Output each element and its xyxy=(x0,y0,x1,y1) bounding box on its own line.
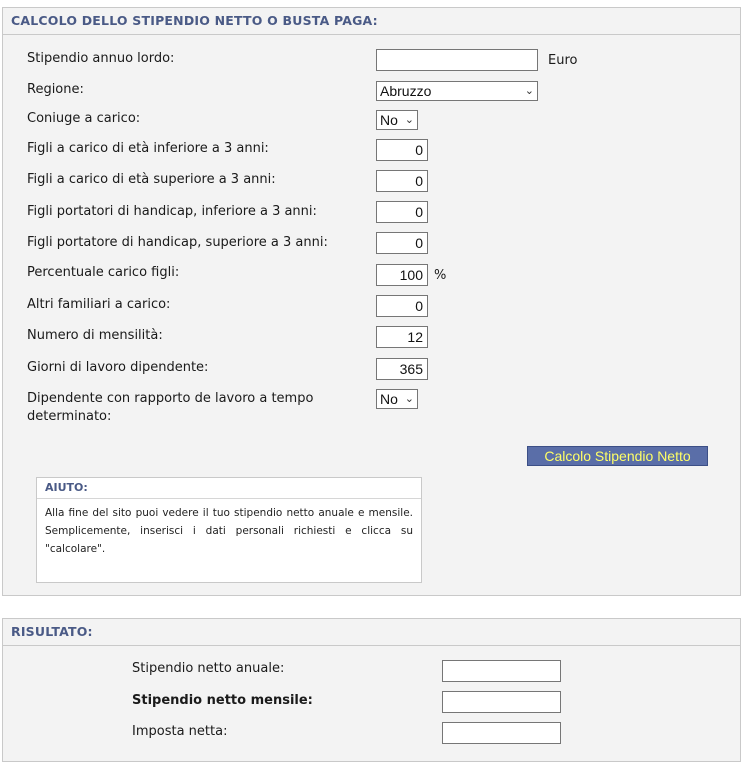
chevron-down-icon: ⌄ xyxy=(404,393,414,405)
help-box xyxy=(36,477,422,583)
handicap-under3-input[interactable]: 0 xyxy=(376,201,428,223)
calculate-net-salary-button[interactable]: Calcolo Stipendio Netto xyxy=(527,446,708,466)
children-over3-label: Figli a carico di età superiore a 3 anni: xyxy=(27,172,276,187)
children-under3-input[interactable]: 0 xyxy=(376,139,428,161)
handicap-over3-input[interactable]: 0 xyxy=(376,232,428,254)
net-tax-output[interactable] xyxy=(442,722,561,744)
help-text: Alla fine del sito puoi vedere il tuo stipendio netto anuale e mensile. Semplicemente, inserisci i dati personali richiesti e clicca su "calcolare". xyxy=(45,507,413,555)
fixed-term-label-line2: determinato: xyxy=(27,409,112,424)
other-family-input[interactable]: 0 xyxy=(376,295,428,317)
monthly-net-label: Stipendio netto mensile: xyxy=(132,693,313,708)
help-title: AIUTO: xyxy=(37,478,421,499)
work-days-input[interactable]: 365 xyxy=(376,358,428,380)
children-under3-label: Figli a carico di età inferiore a 3 anni: xyxy=(27,141,269,156)
fixed-term-label xyxy=(27,390,313,426)
children-percentage-input[interactable]: 100 xyxy=(376,264,428,286)
children-percentage-label: Percentuale carico figli: xyxy=(27,265,180,280)
chevron-down-icon: ⌄ xyxy=(524,85,534,97)
currency-unit-label: Euro xyxy=(548,53,578,68)
region-selected-value: Abruzzo xyxy=(380,83,432,99)
monthly-net-output[interactable] xyxy=(442,691,561,713)
percent-unit-label: % xyxy=(434,268,447,283)
chevron-down-icon: ⌄ xyxy=(404,114,414,126)
fixed-term-select[interactable] xyxy=(376,389,418,409)
annual-net-output[interactable] xyxy=(442,660,561,682)
annual-gross-input[interactable] xyxy=(376,49,538,71)
net-tax-label: Imposta netta: xyxy=(132,724,228,739)
work-days-label: Giorni di lavoro dipendente: xyxy=(27,360,209,375)
fixed-term-label-line1: Dipendente con rapporto de lavoro a tempo xyxy=(27,391,314,406)
result-title: RISULTATO: xyxy=(3,619,740,646)
region-select[interactable] xyxy=(376,81,538,101)
months-label: Numero di mensilità: xyxy=(27,328,163,343)
region-label: Regione: xyxy=(27,82,84,97)
spouse-select[interactable] xyxy=(376,110,418,130)
calculator-title: CALCOLO DELLO STIPENDIO NETTO O BUSTA PAGA: xyxy=(3,8,740,35)
handicap-under3-label: Figli portatori di handicap, inferiore a 3 anni: xyxy=(27,204,317,219)
annual-gross-label: Stipendio annuo lordo: xyxy=(27,51,175,66)
fixed-term-selected-value: No xyxy=(380,391,398,407)
annual-net-label: Stipendio netto anuale: xyxy=(132,661,285,676)
months-input[interactable]: 12 xyxy=(376,326,428,348)
other-family-label: Altri familiari a carico: xyxy=(27,297,171,312)
handicap-over3-label: Figli portatore di handicap, superiore a 3 anni: xyxy=(27,235,328,250)
result-panel xyxy=(2,618,741,762)
children-over3-input[interactable]: 0 xyxy=(376,170,428,192)
spouse-selected-value: No xyxy=(380,112,398,128)
spouse-label: Coniuge a carico: xyxy=(27,111,141,126)
salary-calculator-panel xyxy=(2,7,741,596)
